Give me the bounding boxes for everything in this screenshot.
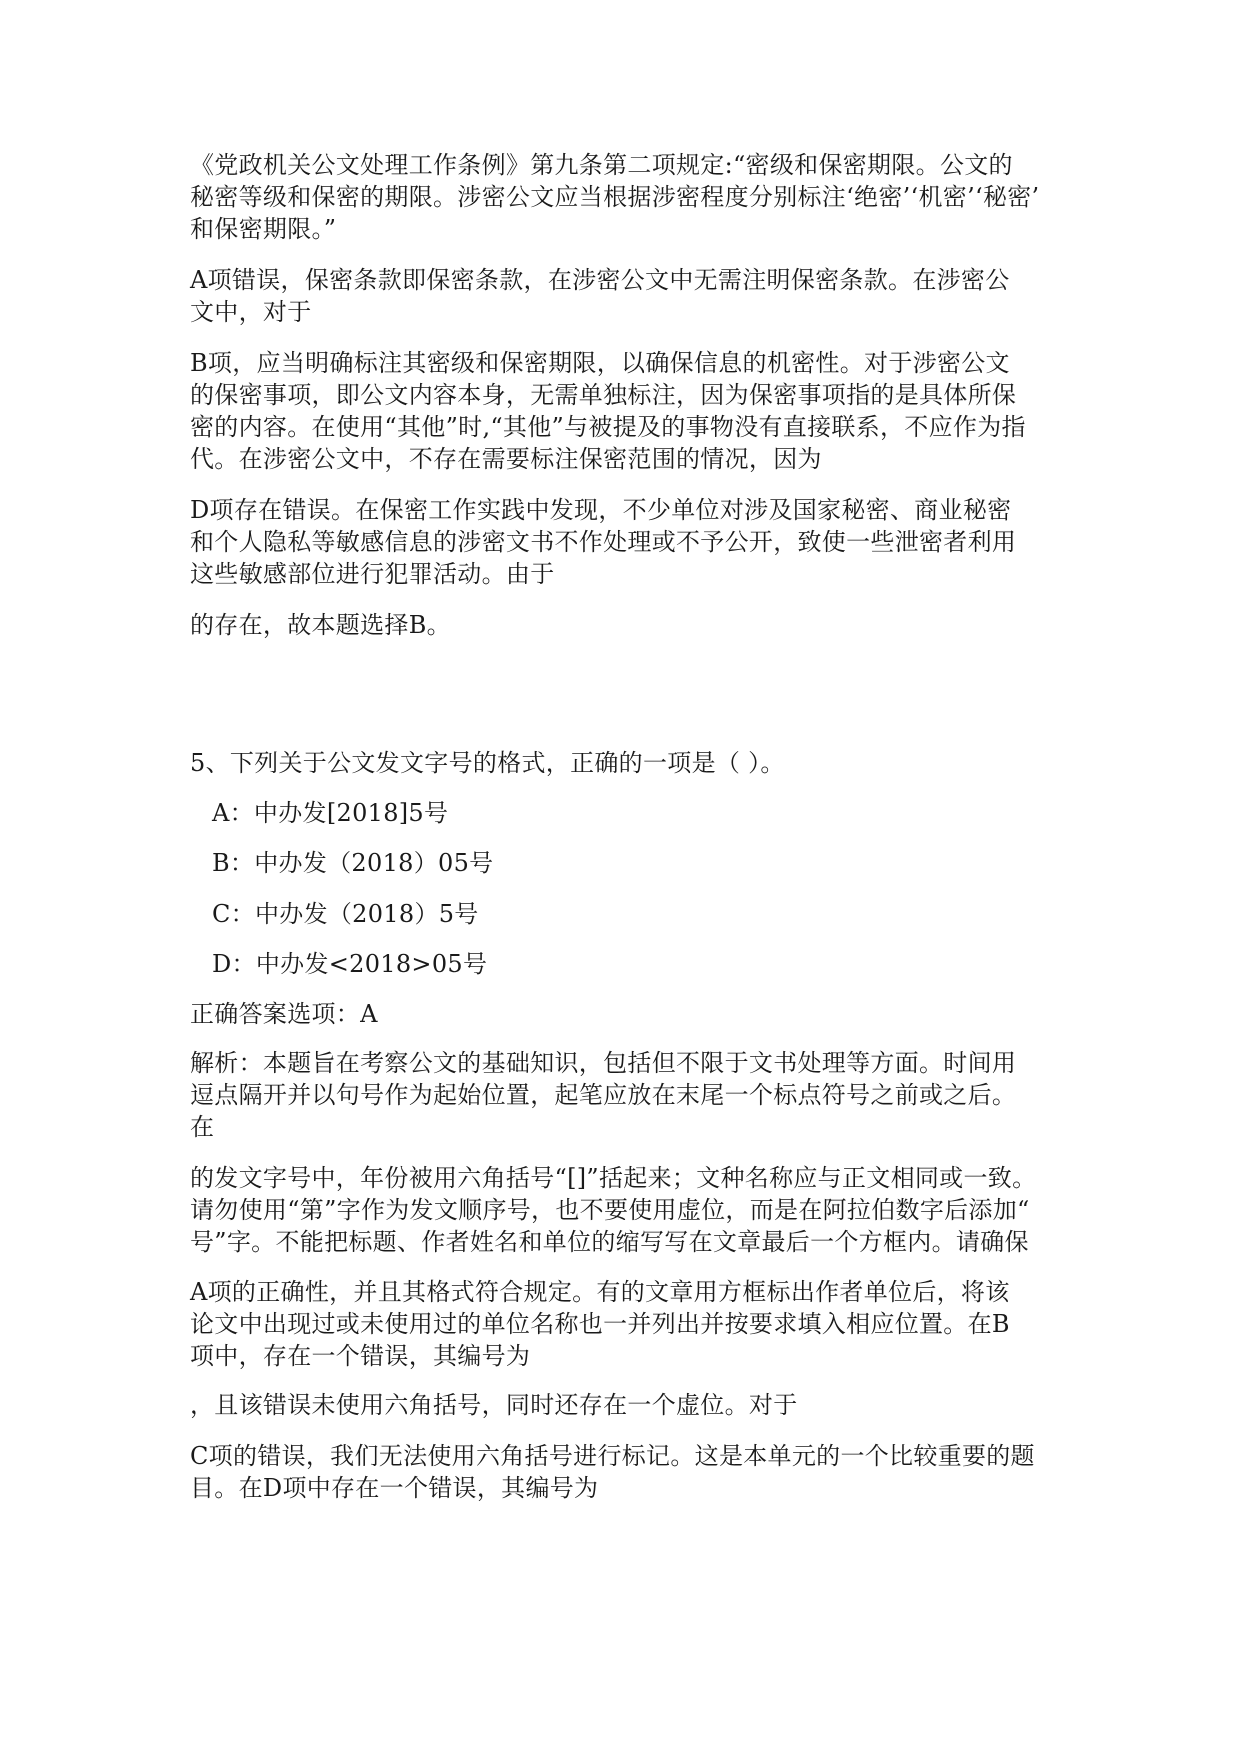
correct-answer: 正确答案选项：A: [190, 1000, 378, 1028]
option-a: A：中办发[2018]5号: [212, 799, 449, 827]
option-b: B：中办发（2018）05号: [212, 849, 494, 877]
option-c: C：中办发（2018）5号: [212, 900, 479, 928]
option-a-explanation: A项错误，保密条款即保密条款，在涉密公文中无需注明保密条款。在涉密公 文中，对于: [190, 266, 1010, 326]
analysis-paragraph-3: A项的正确性，并且其格式符合规定。有的文章用方框标出作者单位后，将该 论文中出现过或未使用过的单位名称也一并列出并按要求填入相应位置。在B 项中，存在一个错误，其编号为: [190, 1278, 1010, 1370]
option-d-explanation: D项存在错误。在保密工作实践中发现，不少单位对涉及国家秘密、商业秘密 和个人隐私等敏感信息的涉密文书不作处理或不予公开，致使一些泄密者利用 这些敏感部位进行犯罪活动。由于: [190, 496, 1017, 588]
analysis-paragraph-1: 解析：本题旨在考察公文的基础知识，包括但不限于文书处理等方面。时间用 逗点隔开并以句号作为起始位置，起笔应放在末尾一个标点符号之前或之后。 在: [190, 1049, 1017, 1141]
question-stem: 5、下列关于公文发文字号的格式，正确的一项是（ ）。: [190, 749, 785, 777]
option-d: D：中办发<2018>05号: [212, 950, 488, 978]
analysis-paragraph-4: ，且该错误未使用六角括号，同时还存在一个虚位。对于: [190, 1391, 798, 1419]
analysis-paragraph-5: C项的错误，我们无法使用六角括号进行标记。这是本单元的一个比较重要的题 目。在D项中存在一个错误，其编号为: [190, 1442, 1035, 1502]
legal-reference-paragraph: 《党政机关公文处理工作条例》第九条第二项规定:“密级和保密期限。公文的 秘密等级和保密的期限。涉密公文应当根据涉密程度分别标注‘绝密’‘机密’‘秘密’ 和保密期限。”: [190, 151, 1040, 243]
analysis-paragraph-2: 的发文字号中，年份被用六角括号“[]”括起来；文种名称应与正文相同或一致。 请勿使用“第”字作为发文顺序号，也不要使用虚位，而是在阿拉伯数字后添加“ 号”字。不能把标题、作者姓名和单位的缩写写在文章最后一个方框内。请确保: [190, 1164, 1037, 1256]
conclusion-paragraph: 的存在，故本题选择B。: [190, 611, 451, 639]
option-b-explanation: B项，应当明确标注其密级和保密期限，以确保信息的机密性。对于涉密公文 的保密事项，即公文内容本身，无需单独标注，因为保密事项指的是具体所保 密的内容。在使用“其他”时,“其他”与被提及的事物没有直接联系，不应作为指 代。在涉密公文中，不存在需要标注保密范围的情况，因为: [190, 349, 1026, 473]
